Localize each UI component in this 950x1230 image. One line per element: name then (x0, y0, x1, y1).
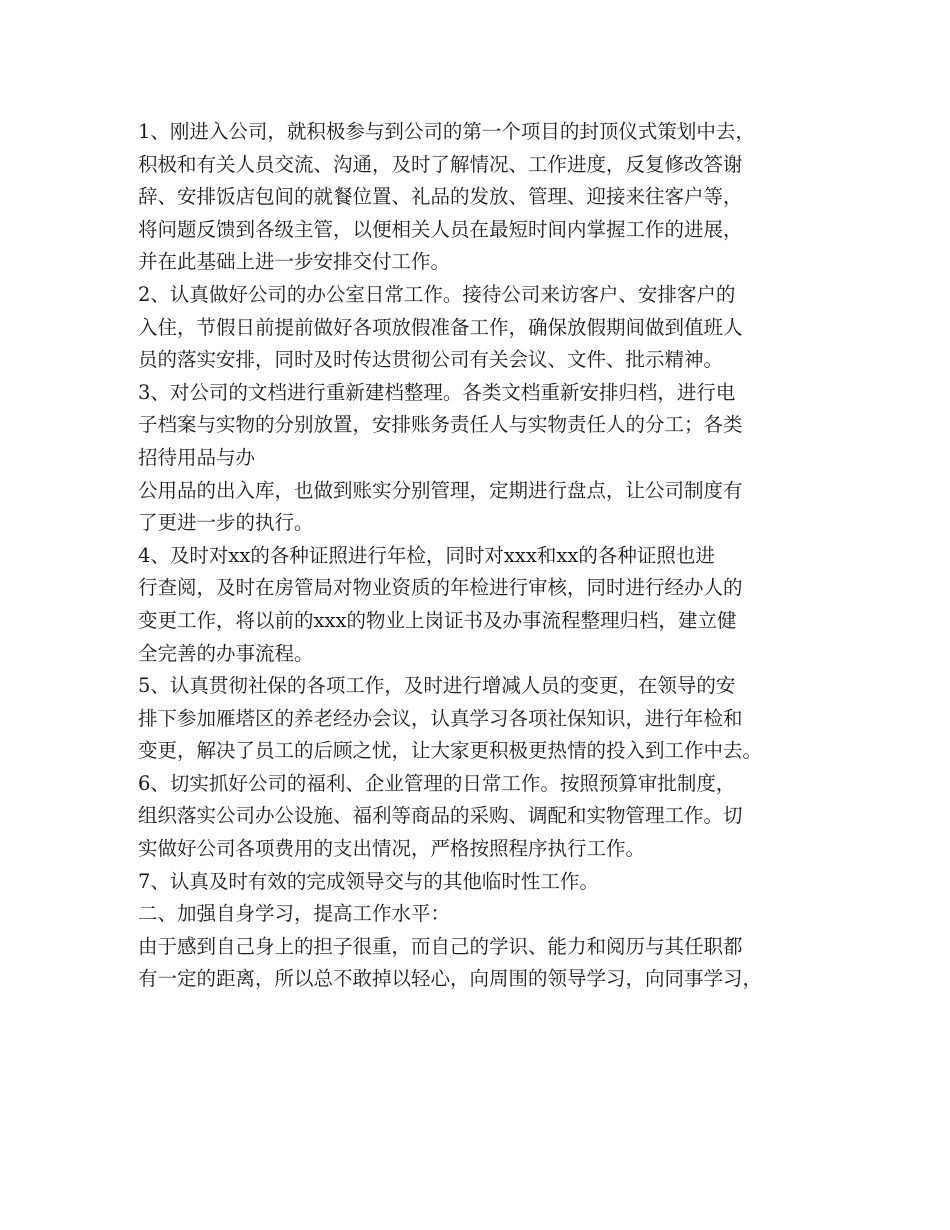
text-line: 积极和有关人员交流、沟通，及时了解情况、工作进度，反复修改答谢 (138, 152, 743, 176)
text-line: 二、加强自身学习，提高工作水平： (138, 902, 451, 926)
text-line: 实做好公司各项费用的支出情况，严格按照程序执行工作。 (138, 837, 646, 861)
text-line: 公用品的出入库，也做到账实分别管理，定期进行盘点，让公司制度有 (138, 478, 743, 502)
text-line: 由于感到自己身上的担子很重，而自己的学识、能力和阅历与其任职都 (138, 934, 743, 958)
text-line: 组织落实公司办公设施、福利等商品的采购、调配和实物管理工作。切 (138, 804, 743, 828)
text-line: 4、及时对xx的各种证照进行年检，同时对xxx和xx的各种证照也进 (138, 543, 715, 567)
text-line: 招待用品与办 (138, 445, 256, 469)
text-line: 全完善的办事流程。 (138, 641, 314, 665)
text-line: 变更，解决了员工的后顾之忧，让大家更积极更热情的投入到工作中去。 (138, 739, 763, 763)
text-line: 有一定的距离，所以总不敢掉以轻心，向周围的领导学习，向同事学习， (138, 967, 763, 991)
text-line: 行查阅，及时在房管局对物业资质的年检进行审核，同时进行经办人的 (138, 576, 743, 600)
document-body (138, 116, 828, 996)
text-line: 1、刚进入公司，就积极参与到公司的第一个项目的封顶仪式策划中去， (138, 120, 755, 143)
text-line: 变更工作，将以前的xxx的物业上岗证书及办事流程整理归档，建立健 (138, 608, 737, 632)
text-line: 5、认真贯彻社保的各项工作，及时进行增减人员的变更，在领导的安 (138, 674, 736, 698)
text-line: 员的落实安排，同时及时传达贯彻公司有关会议、文件、批示精神。 (138, 348, 724, 372)
text-line: 辞、安排饭店包间的就餐位置、礼品的发放、管理、迎接来往客户等， (138, 185, 743, 209)
text-line: 2、认真做好公司的办公室日常工作。接待公司来访客户、安排客户的 (138, 282, 736, 306)
text-line: 6、切实抓好公司的福利、企业管理的日常工作。按照预算审批制度， (138, 771, 736, 795)
text-line: 将问题反馈到各级主管，以便相关人员在最短时间内掌握工作的进展， (138, 217, 743, 241)
text-line: 子档案与实物的分别放置，安排账务责任人与实物责任人的分工；各类 (138, 413, 743, 437)
text-line: 7、认真及时有效的完成领导交与的其他临时性工作。 (138, 869, 599, 893)
text-line: 了更进一步的执行。 (138, 511, 314, 535)
text-line: 并在此基础上进一步安排交付工作。 (138, 250, 451, 274)
text-line: 3、对公司的文档进行重新建档整理。各类文档重新安排归档，进行电 (138, 380, 736, 404)
text-line: 排下参加雁塔区的养老经办会议，认真学习各项社保知识，进行年检和 (138, 706, 743, 730)
text-line: 入住，节假日前提前做好各项放假准备工作，确保放假期间做到值班人 (138, 315, 743, 339)
